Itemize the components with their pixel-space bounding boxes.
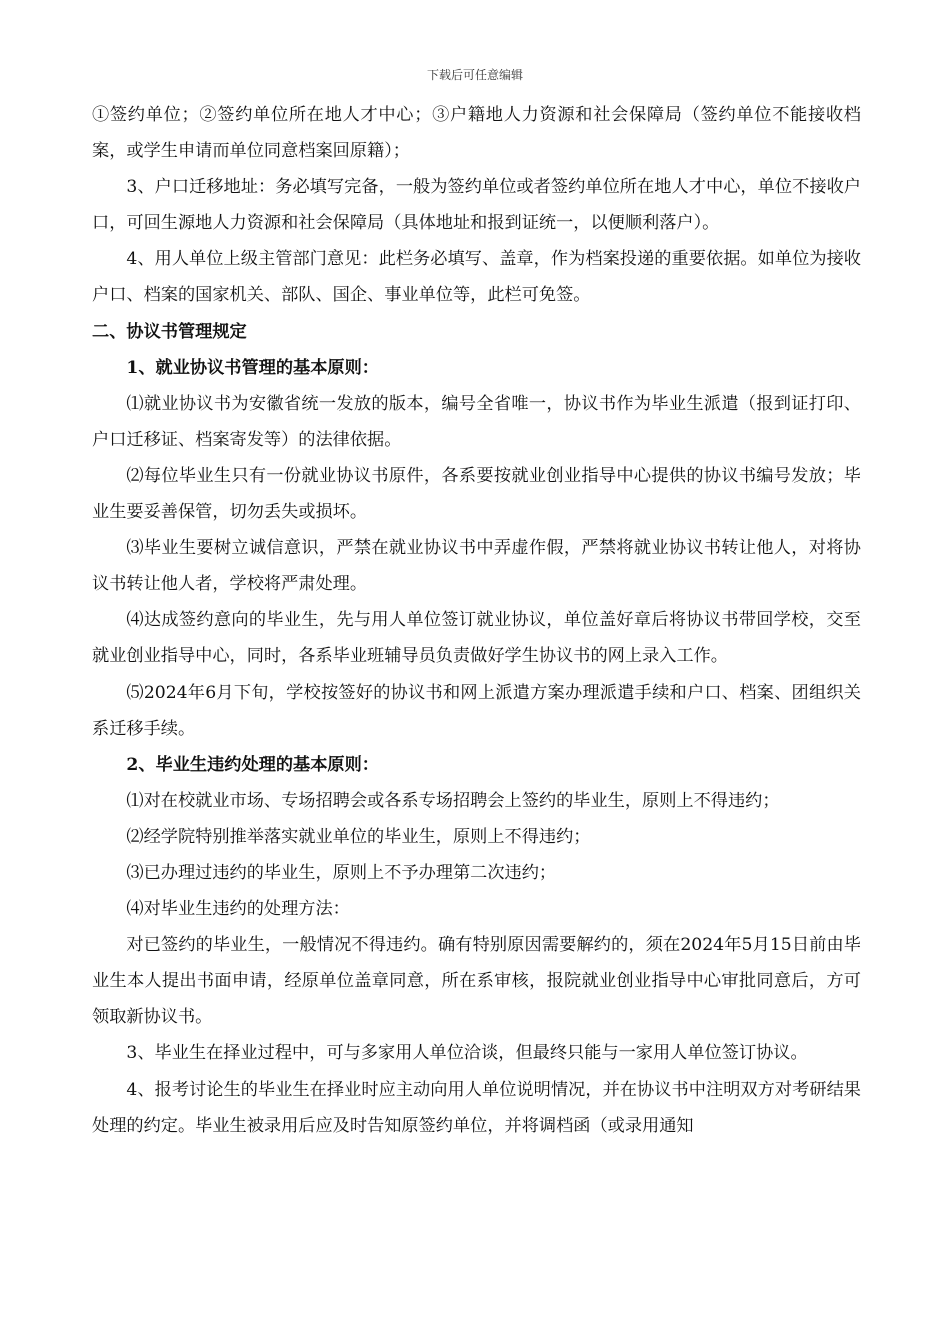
section-heading-management: 二、协议书管理规定: [92, 321, 247, 342]
list-item-principle-5: ⑸2024年6月下旬，学校按签好的协议书和网上派遣方案办理派遣手续和户口、档案、团组织关系迁移手续。: [92, 682, 861, 739]
list-item-principle-2: ⑵每位毕业生只有一份就业协议书原件，各系要按就业创业指导中心提供的协议书编号发放；毕业生要妥善保管，切勿丢失或损坏。: [92, 465, 861, 523]
paragraph-breach-method: 对已签约的毕业生，一般情况不得违约。确有特别原因需要解约的，须在2024年5月15日前由毕业生本人提出书面申请，经原单位盖章同意，所在系审核，报院就业创业指导中心审批同意后，方可领取新协议书。: [92, 935, 861, 1028]
document-body: [92, 97, 861, 1144]
list-item-breach-3: ⑶已办理过违约的毕业生，原则上不予办理第二次违约；: [126, 862, 557, 883]
list-item-breach-1: ⑴对在校就业市场、专场招聘会或各系专场招聘会上签约的毕业生，原则上不得违约；: [126, 790, 780, 811]
subheading-breach-principles: 2、毕业生违约处理的基本原则：: [126, 754, 379, 775]
paragraph-postgraduate-exam: 4、报考讨论生的毕业生在择业时应主动向用人单位说明情况，并在协议书中注明双方对考研结果处理的约定。毕业生被录用后应及时告知原签约单位，并将调档函（或录用通知: [92, 1079, 861, 1136]
subheading-basic-principles: 1、就业协议书管理的基本原则：: [126, 357, 379, 378]
paragraph-supervisor-opinion: 4、用人单位上级主管部门意见：此栏务必填写、盖章，作为档案投递的重要依据。如单位为接收户口、档案的国家机关、部队、国企、事业单位等，此栏可免签。: [92, 249, 861, 306]
paragraph-hukou-address: 3、户口迁移地址：务必填写完备，一般为签约单位或者签约单位所在地人才中心，单位不接收户口，可回生源地人力资源和社会保障局（具体地址和报到证统一，以便顺利落户）。: [92, 177, 861, 234]
list-item-principle-4: ⑷达成签约意向的毕业生，先与用人单位签订就业协议，单位盖好章后将协议书带回学校，交至就业创业指导中心，同时，各系毕业班辅导员负责做好学生协议书的网上录入工作。: [92, 610, 861, 667]
list-item-principle-1: ⑴就业协议书为安徽省统一发放的版本，编号全省唯一，协议书作为毕业生派遣（报到证打印、户口迁移证、档案寄发等）的法律依据。: [92, 393, 861, 450]
list-item-principle-3: ⑶毕业生要树立诚信意识，严禁在就业协议书中弄虚作假，严禁将就业协议书转让他人，对将协议书转让他人者，学校将严肃处理。: [92, 538, 861, 595]
list-item-breach-2: ⑵经学院特别推举落实就业单位的毕业生，原则上不得违约；: [126, 826, 591, 847]
paragraph-single-agreement: 3、毕业生在择业过程中，可与多家用人单位洽谈，但最终只能与一家用人单位签订协议。: [126, 1043, 808, 1064]
list-item-breach-4: ⑷对毕业生违约的处理方法：: [126, 899, 350, 920]
page-header: 下载后可任意编辑: [426, 68, 523, 82]
paragraph-archive-options: ①签约单位；②签约单位所在地人才中心；③户籍地人力资源和社会保障局（签约单位不能接收档案，或学生申请而单位同意档案回原籍）；: [92, 105, 861, 162]
